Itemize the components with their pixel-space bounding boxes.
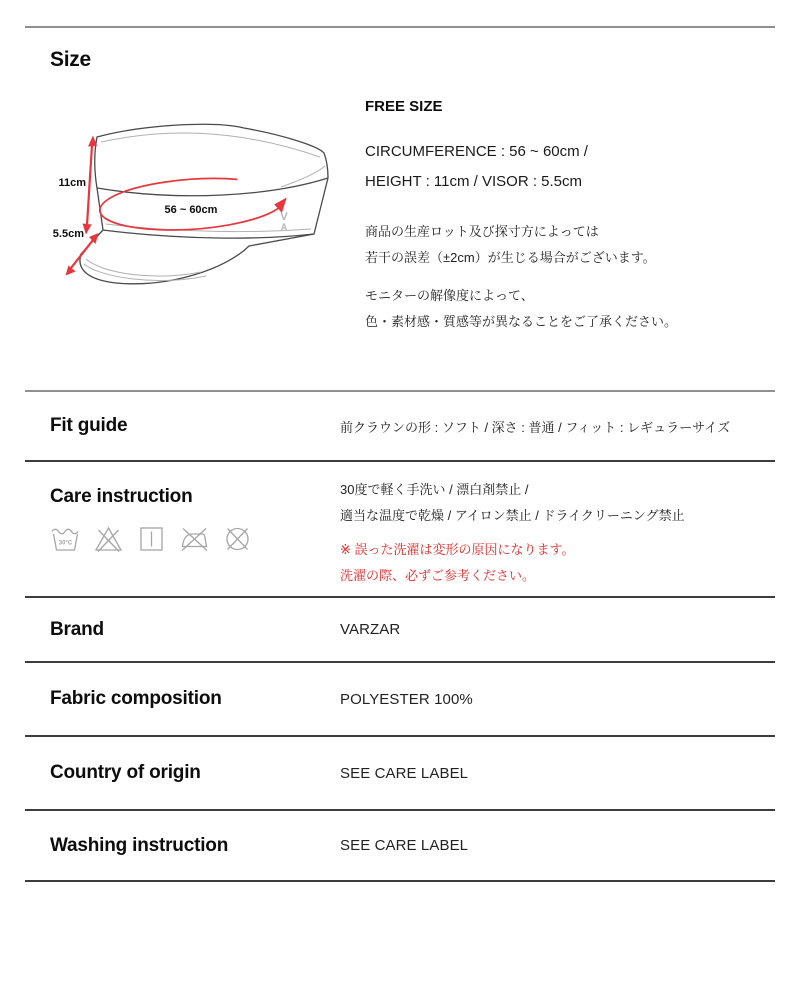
no-dryclean-icon	[222, 522, 253, 554]
country-of-origin-label: Country of origin	[50, 762, 201, 783]
varzar-logo-mark	[280, 211, 288, 232]
brand-value: VARZAR	[340, 621, 401, 638]
washing-instruction-label: Washing instruction	[50, 834, 229, 856]
fabric-composition-row	[25, 663, 775, 735]
circumference-label: 56 ~ 60cm	[164, 204, 218, 216]
fabric-composition-value: POLYESTER 100%	[340, 690, 473, 708]
no-iron-icon	[179, 522, 210, 554]
svg-text:30°C: 30°C	[58, 540, 73, 547]
spec-circumference: CIRCUMFERENCE : 56 ~ 60cm /	[365, 143, 588, 160]
no-bleach-icon	[93, 522, 124, 554]
country-of-origin-row	[25, 737, 775, 809]
visor-label: 5.5cm	[52, 228, 84, 240]
handwash-30-icon	[50, 522, 81, 554]
brand-label: Brand	[50, 618, 104, 640]
size-spec	[365, 137, 773, 197]
fit-guide-value: 前クラウンの形 : ソフト / 深さ : 普通 / フィット : レギュラーサイズ	[340, 419, 731, 435]
fit-guide-row	[25, 392, 775, 460]
hat-measurement-diagram	[31, 118, 361, 338]
height-label: 11cm	[58, 177, 86, 189]
fabric-composition-label: Fabric composition	[50, 688, 222, 709]
svg-text:V: V	[280, 211, 288, 223]
divider-bottom	[25, 880, 775, 882]
size-heading: Size	[50, 48, 91, 71]
care-left-column	[25, 462, 340, 554]
tolerance-note: 商品の生産ロット及び探寸方によっては 若干の誤差（±2cm）が生じる場合がございます。	[365, 224, 656, 265]
size-info-column	[365, 98, 773, 335]
drip-dry-icon	[136, 522, 167, 554]
fit-guide-label: Fit guide	[50, 415, 128, 436]
care-right-column	[340, 462, 775, 589]
size-section	[25, 28, 775, 390]
monitor-note: モニターの解像度によって、 色・素材感・質感等が異なることをご了承ください。	[365, 288, 678, 329]
laundry-icons	[50, 522, 340, 554]
spec-height-visor: HEIGHT : 11cm / VISOR : 5.5cm	[365, 173, 582, 190]
country-of-origin-value: SEE CARE LABEL	[340, 764, 469, 782]
care-instruction-row	[25, 462, 775, 596]
care-warning: ※ 誤った洗濯は変形の原因になります。 洗濯の際、必ずご参考ください。	[340, 542, 575, 583]
washing-instruction-row	[25, 811, 775, 880]
svg-text:A: A	[280, 222, 288, 232]
care-instruction-label: Care instruction	[50, 486, 193, 507]
care-text: 30度で軽く手洗い / 漂白剤禁止 / 適当な温度で乾燥 / アイロン禁止 / ドライクリーニング禁止	[340, 482, 685, 523]
washing-instruction-value: SEE CARE LABEL	[340, 837, 469, 854]
free-size-title: FREE SIZE	[365, 98, 443, 115]
brand-row	[25, 598, 775, 661]
